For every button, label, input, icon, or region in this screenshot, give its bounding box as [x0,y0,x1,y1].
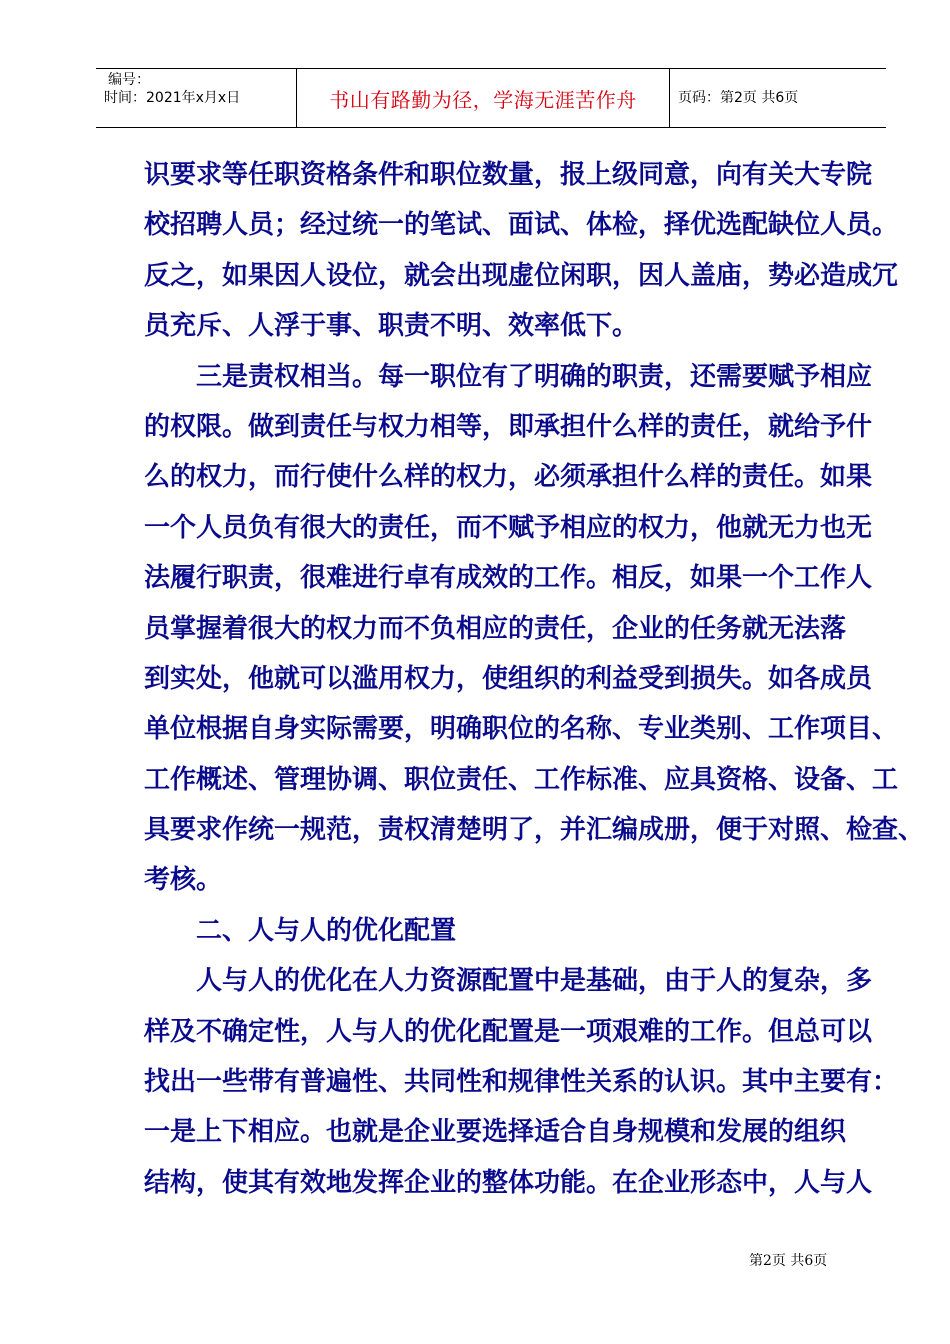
body-line: 员充斥、人浮于事、职责不明、效率低下。 [144,311,639,342]
body-line: 找出一些带有普遍性、共同性和规律性关系的认识。其中主要有： [144,1067,899,1098]
body-line: 一个人员负有很大的责任，而不赋予相应的权力，他就无力也无 [144,512,873,543]
body-line: 考核。 [144,865,223,896]
body-line: 单位根据自身实际需要，明确职位的名称、专业类别、工作项目、 [144,714,899,745]
body-line: 具要求作统一规范，责权清楚明了，并汇编成册，便于对照、检查、 [144,815,925,846]
body-line: 结构，使其有效地发挥企业的整体功能。在企业形态中，人与人 [144,1167,873,1198]
body-line: 法履行职责，很难进行卓有成效的工作。相反，如果一个工作人 [144,563,873,594]
header-meta [96,69,296,127]
header-page-cell [670,69,886,127]
document-time-label: 时间：2021年x月x日 [104,90,241,106]
paragraph-start-line: 三是责权相当。每一职位有了明确的职责，还需要赋予相应 [196,361,873,392]
page-footer: 第2页 共6页 [749,1253,828,1269]
body-line: 到实处，他就可以滥用权力，使组织的利益受到损失。如各成员 [144,663,873,694]
body-line: 反之，如果因人设位，就会出现虚位闲职，因人盖庙，势必造成冗 [144,260,899,291]
document-body [144,150,925,1208]
header-motto-cell [296,69,670,127]
header-motto: 书山有路勤为径，学海无涯苦作舟 [329,87,637,112]
body-line: 样及不确定性，人与人的优化配置是一项艰难的工作。但总可以 [144,1016,873,1047]
body-line: 识要求等任职资格条件和职位数量，报上级同意，向有关大专院 [144,160,873,190]
body-line: 一是上下相应。也就是企业要选择适合自身规模和发展的组织 [144,1117,847,1148]
body-line: 员掌握着很大的权力而不负相应的责任，企业的任务就无法落 [144,613,847,644]
body-line: 校招聘人员；经过统一的笔试、面试、体检，择优选配缺位人员。 [144,210,899,241]
body-line: 工作概述、管理协调、职位责任、工作标准、应具资格、设备、工 [144,764,899,795]
body-line: 么的权力，而行使什么样的权力，必须承担什么样的责任。如果 [144,462,873,493]
document-number-label: 编号： [108,72,150,88]
body-line: 的权限。做到责任与权力相等，即承担什么样的责任，就给予什 [144,411,873,442]
paragraph-start-line: 人与人的优化在人力资源配置中是基础，由于人的复杂，多 [196,966,873,997]
section-heading: 二、人与人的优化配置 [196,915,457,946]
page-header [96,68,886,128]
header-page-number: 页码：第2页 共6页 [678,90,799,106]
